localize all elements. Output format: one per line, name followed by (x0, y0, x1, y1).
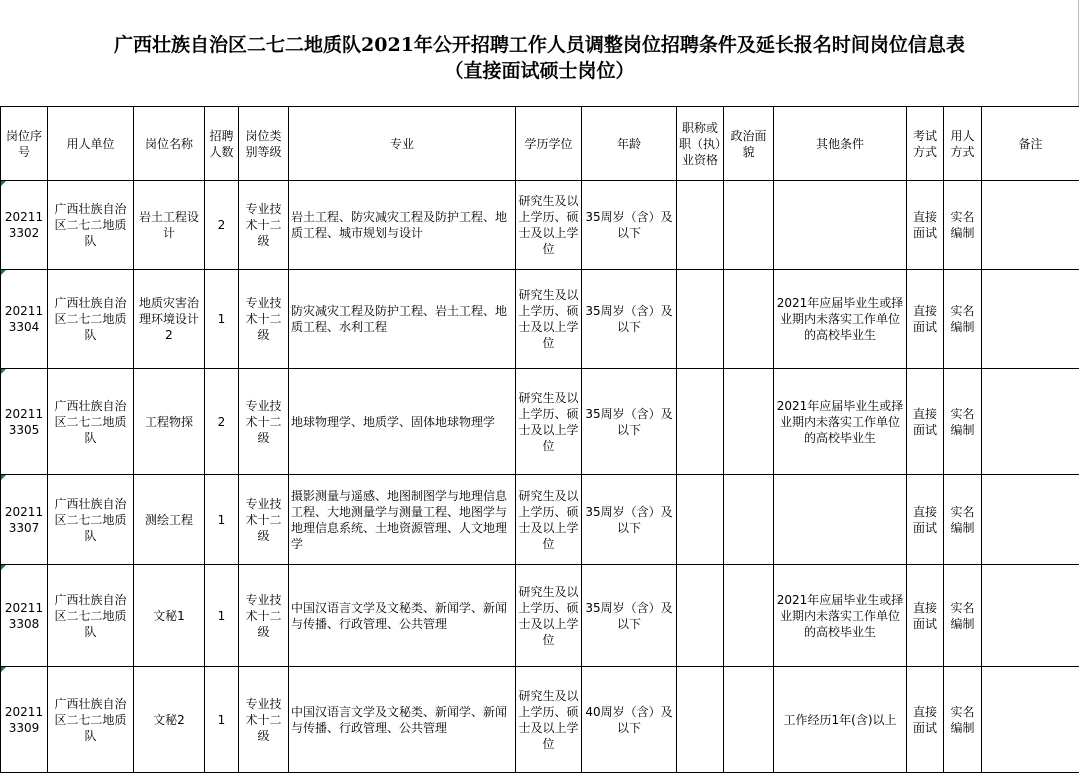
cell-count: 1 (205, 270, 239, 369)
header-other: 其他条件 (774, 107, 907, 181)
cell-count: 2 (205, 369, 239, 475)
cell-politics (724, 475, 774, 565)
cell-category: 专业技术十二级 (239, 565, 289, 667)
cell-exam: 直接面试 (907, 181, 944, 270)
cell-major: 中国汉语言文学及文秘类、新闻学、新闻与传播、行政管理、公共管理 (289, 565, 516, 667)
cell-seq: 202113307 (1, 475, 48, 565)
cell-seq: 202113305 (1, 369, 48, 475)
corner-marker (1, 181, 6, 186)
page-title: 广西壮族自治区二七二地质队2021年公开招聘工作人员调整岗位招聘条件及延长报名时间岗位信息表 (0, 30, 1079, 57)
cell-other: 2021年应届毕业生或择业期内未落实工作单位的高校毕业生 (774, 270, 907, 369)
corner-marker (1, 475, 6, 480)
header-major: 专业 (289, 107, 516, 181)
cell-category: 专业技术十二级 (239, 369, 289, 475)
cell-seq: 202113309 (1, 667, 48, 773)
page-subtitle: （直接面试硕士岗位） (0, 56, 1079, 83)
cell-exam: 直接面试 (907, 667, 944, 773)
table-row (1, 667, 1079, 773)
header-category: 岗位类别等级 (239, 107, 289, 181)
cell-post: 文秘2 (134, 667, 205, 773)
cell-other: 2021年应届毕业生或择业期内未落实工作单位的高校毕业生 (774, 369, 907, 475)
corner-marker (1, 565, 6, 570)
cell-exam: 直接面试 (907, 565, 944, 667)
cell-degree: 研究生及以上学历、硕士及以上学位 (516, 475, 582, 565)
cell-title-qual (677, 369, 724, 475)
table-row (1, 475, 1079, 565)
cell-post: 岩土工程设计 (134, 181, 205, 270)
cell-age: 35周岁（含）及以下 (582, 369, 677, 475)
cell-remark (982, 565, 1079, 667)
cell-degree: 研究生及以上学历、硕士及以上学位 (516, 369, 582, 475)
corner-marker (1, 667, 6, 672)
cell-seq: 202113304 (1, 270, 48, 369)
cell-exam: 直接面试 (907, 475, 944, 565)
cell-title-qual (677, 475, 724, 565)
cell-politics (724, 181, 774, 270)
title-area (0, 0, 1079, 106)
table-row (1, 369, 1079, 475)
cell-category: 专业技术十二级 (239, 270, 289, 369)
cell-other: 2021年应届毕业生或择业期内未落实工作单位的高校毕业生 (774, 565, 907, 667)
cell-remark (982, 475, 1079, 565)
cell-employ: 实名编制 (944, 565, 982, 667)
header-politics: 政治面貌 (724, 107, 774, 181)
table-header-row (1, 107, 1079, 181)
cell-degree: 研究生及以上学历、硕士及以上学位 (516, 667, 582, 773)
cell-employ: 实名编制 (944, 270, 982, 369)
header-seq: 岗位序号 (1, 107, 48, 181)
corner-marker (1, 369, 6, 374)
cell-age: 35周岁（含）及以下 (582, 475, 677, 565)
header-remark: 备注 (982, 107, 1079, 181)
cell-age: 35周岁（含）及以下 (582, 181, 677, 270)
cell-category: 专业技术十二级 (239, 667, 289, 773)
cell-post: 地质灾害治理环境设计2 (134, 270, 205, 369)
cell-exam: 直接面试 (907, 270, 944, 369)
cell-category: 专业技术十二级 (239, 475, 289, 565)
header-age: 年龄 (582, 107, 677, 181)
header-post: 岗位名称 (134, 107, 205, 181)
corner-marker (1, 270, 6, 275)
cell-remark (982, 270, 1079, 369)
header-count: 招聘人数 (205, 107, 239, 181)
cell-seq: 202113308 (1, 565, 48, 667)
cell-other: 工作经历1年(含)以上 (774, 667, 907, 773)
cell-unit: 广西壮族自治区二七二地质队 (48, 475, 134, 565)
cell-employ: 实名编制 (944, 667, 982, 773)
cell-unit: 广西壮族自治区二七二地质队 (48, 270, 134, 369)
cell-other (774, 181, 907, 270)
cell-age: 35周岁（含）及以下 (582, 270, 677, 369)
cell-major: 岩土工程、防灾减灾工程及防护工程、地质工程、城市规划与设计 (289, 181, 516, 270)
positions-table (0, 106, 1079, 773)
cell-title-qual (677, 270, 724, 369)
cell-post: 工程物探 (134, 369, 205, 475)
table-row (1, 181, 1079, 270)
header-unit: 用人单位 (48, 107, 134, 181)
cell-politics (724, 369, 774, 475)
cell-seq: 202113302 (1, 181, 48, 270)
cell-title-qual (677, 667, 724, 773)
cell-category: 专业技术十二级 (239, 181, 289, 270)
cell-major: 地球物理学、地质学、固体地球物理学 (289, 369, 516, 475)
header-employ: 用人方式 (944, 107, 982, 181)
cell-major: 防灾减灾工程及防护工程、岩土工程、地质工程、水利工程 (289, 270, 516, 369)
cell-other (774, 475, 907, 565)
table-row (1, 565, 1079, 667)
cell-unit: 广西壮族自治区二七二地质队 (48, 181, 134, 270)
header-exam: 考试方式 (907, 107, 944, 181)
cell-employ: 实名编制 (944, 369, 982, 475)
cell-remark (982, 369, 1079, 475)
cell-employ: 实名编制 (944, 475, 982, 565)
cell-count: 1 (205, 475, 239, 565)
cell-unit: 广西壮族自治区二七二地质队 (48, 667, 134, 773)
header-title-qual: 职称或职（执）业资格 (677, 107, 724, 181)
cell-count: 1 (205, 565, 239, 667)
cell-post: 文秘1 (134, 565, 205, 667)
cell-major: 摄影测量与遥感、地图制图学与地理信息工程、大地测量学与测量工程、地图学与地理信息系统、土地资源管理、人文地理学 (289, 475, 516, 565)
cell-remark (982, 667, 1079, 773)
cell-post: 测绘工程 (134, 475, 205, 565)
cell-politics (724, 667, 774, 773)
cell-exam: 直接面试 (907, 369, 944, 475)
cell-politics (724, 565, 774, 667)
cell-politics (724, 270, 774, 369)
cell-employ: 实名编制 (944, 181, 982, 270)
cell-unit: 广西壮族自治区二七二地质队 (48, 369, 134, 475)
cell-remark (982, 181, 1079, 270)
cell-unit: 广西壮族自治区二七二地质队 (48, 565, 134, 667)
cell-degree: 研究生及以上学历、硕士及以上学位 (516, 565, 582, 667)
cell-title-qual (677, 565, 724, 667)
cell-age: 35周岁（含）及以下 (582, 565, 677, 667)
header-degree: 学历学位 (516, 107, 582, 181)
cell-degree: 研究生及以上学历、硕士及以上学位 (516, 270, 582, 369)
cell-count: 1 (205, 667, 239, 773)
cell-major: 中国汉语言文学及文秘类、新闻学、新闻与传播、行政管理、公共管理 (289, 667, 516, 773)
cell-title-qual (677, 181, 724, 270)
cell-age: 40周岁（含）及以下 (582, 667, 677, 773)
table-row (1, 270, 1079, 369)
cell-degree: 研究生及以上学历、硕士及以上学位 (516, 181, 582, 270)
cell-count: 2 (205, 181, 239, 270)
